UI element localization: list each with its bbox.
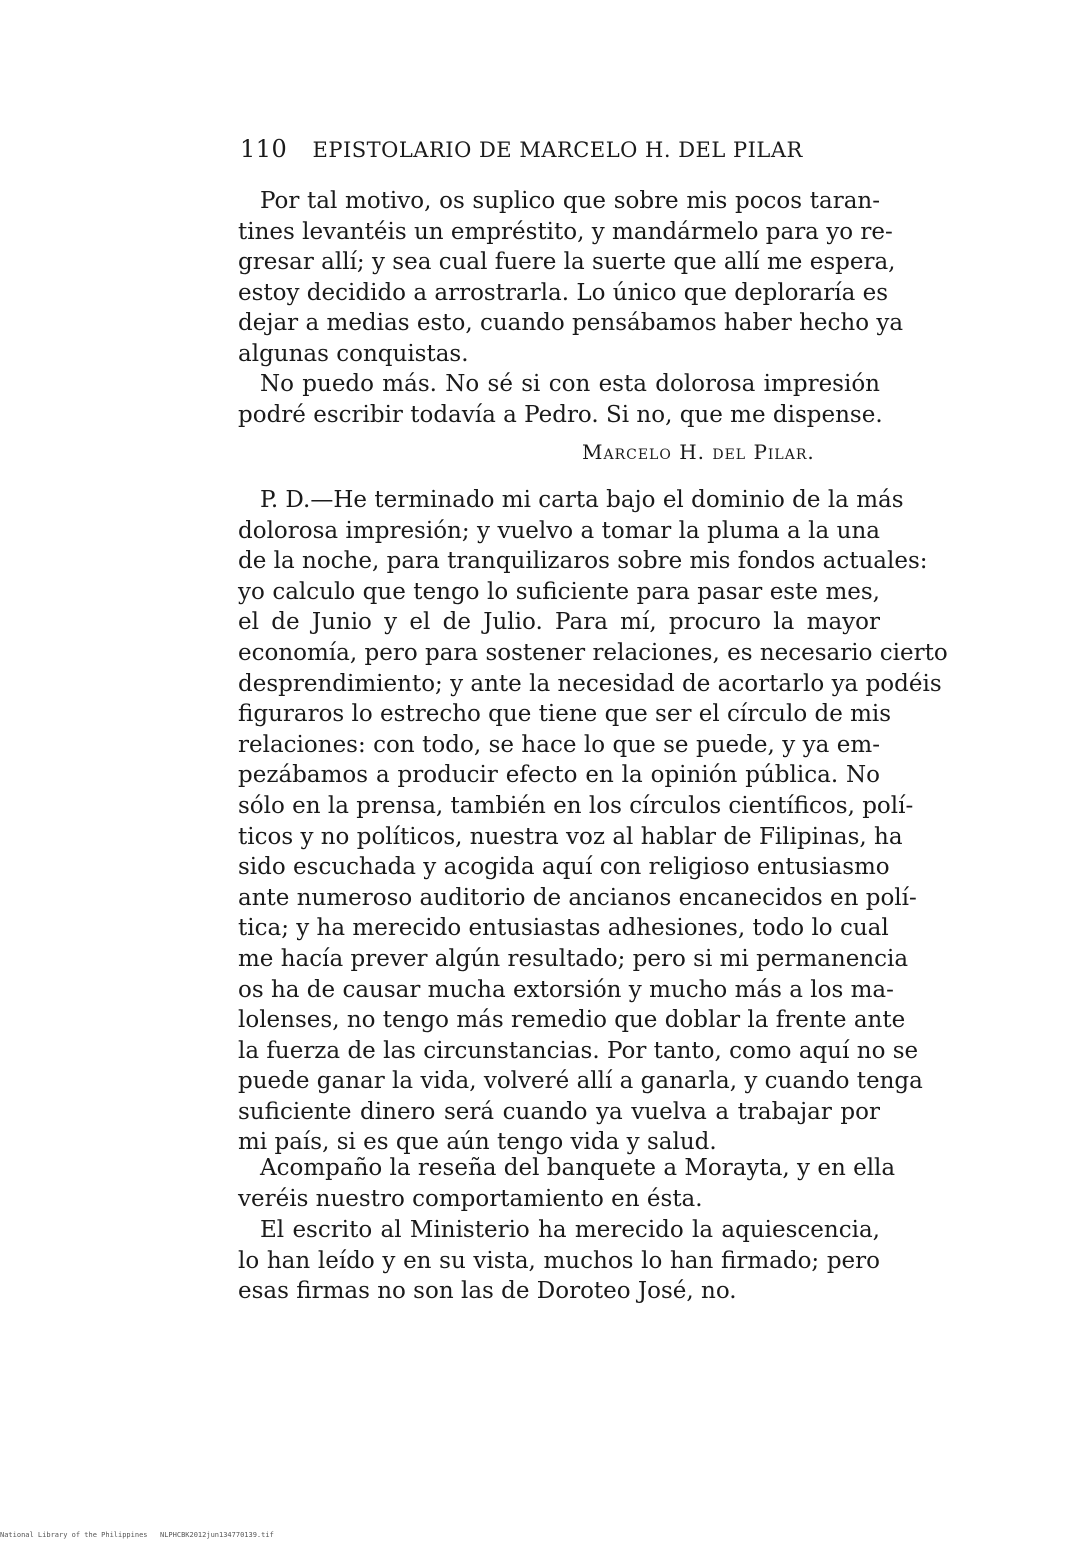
text-line: pezábamos a producir efecto en la opinión pública. No <box>238 762 880 789</box>
text-line: relaciones: con todo, se hace lo que se puede, y ya em- <box>238 731 880 758</box>
signature: Marcelo H. del Pilar. <box>582 440 815 464</box>
text-line: No puedo más. No sé si con esta dolorosa impresión <box>260 371 880 397</box>
text-line: yo calculo que tengo lo suficiente para pasar este mes, <box>238 578 880 605</box>
file-id: NLPHCBK2012jun134770139.tif <box>160 1531 274 1539</box>
text-line: estoy decidido a arrostrarla. Lo único que deploraría es <box>238 279 889 306</box>
text-line: sólo en la prensa, también en los círculos científicos, polí- <box>238 792 914 819</box>
text-line: algunas conquistas. <box>238 340 469 367</box>
text-line: economía, pero para sostener relaciones, es necesario cierto <box>238 639 948 666</box>
library-stamp: National Library of the Philippines <box>0 1531 148 1539</box>
text-line: figuraros lo estrecho que tiene que ser el círculo de mis <box>238 701 892 728</box>
paragraph-4 <box>238 1153 896 1214</box>
text-line: la fuerza de las circunstancias. Por tanto, como aquí no se <box>238 1037 919 1064</box>
text-line: sido escuchada y acogida aquí con religioso entusiasmo <box>238 854 890 881</box>
text-line: Acompaño la reseña del banquete a Morayta, y en ella <box>260 1155 896 1181</box>
text-line: lolenses, no tengo más remedio que doblar la frente ante <box>238 1007 906 1034</box>
paragraph-2 <box>238 369 883 430</box>
postscript <box>238 485 948 1158</box>
text-line: de la noche, para tranquilizaros sobre mis fondos actuales: <box>238 548 928 575</box>
running-header <box>240 135 880 163</box>
text-line: dolorosa impresión; y vuelvo a tomar la pluma a la una <box>238 517 880 544</box>
text-line: Por tal motivo, os suplico que sobre mis pocos taran- <box>260 188 880 214</box>
paragraph-5 <box>238 1215 880 1307</box>
text-line: desprendimiento; y ante la necesidad de acortarlo ya podéis <box>238 670 942 697</box>
text-line: ticos y no políticos, nuestra voz al hablar de Filipinas, ha <box>238 823 903 850</box>
paragraph-1 <box>238 186 904 370</box>
running-title: EPISTOLARIO DE MARCELO H. DEL PILAR <box>312 138 803 162</box>
text-line: esas firmas no son las de Doroteo José, no. <box>238 1278 737 1305</box>
text-line: puede ganar la vida, volveré allí a ganarla, y cuando tenga <box>238 1068 923 1095</box>
text-line: me hacía prever algún resultado; pero si mi permanencia <box>238 945 909 972</box>
text-line: lo han leído y en su vista, muchos lo han firmado; pero <box>238 1247 880 1274</box>
scan-footer <box>0 1531 274 1539</box>
text-line: el de Junio y el de Julio. Para mí, procuro la mayor <box>238 609 880 636</box>
page-number: 110 <box>240 135 288 163</box>
text-line: suficiente dinero será cuando ya vuelva a trabajar por <box>238 1098 880 1125</box>
text-line: gresar allí; y sea cual fuere la suerte que allí me espera, <box>238 249 896 276</box>
text-line: mi país, si es que aún tengo vida y salud. <box>238 1129 717 1156</box>
text-line: tica; y ha merecido entusiastas adhesiones, todo lo cual <box>238 915 889 942</box>
text-line: veréis nuestro comportamiento en ésta. <box>238 1185 703 1212</box>
text-line: P. D.—He terminado mi carta bajo el dominio de la más <box>260 487 904 513</box>
text-line: tines levantéis un empréstito, y mandármelo para yo re- <box>238 218 893 245</box>
text-line: dejar a medias esto, cuando pensábamos haber hecho ya <box>238 310 904 337</box>
text-line: ante numeroso auditorio de ancianos encanecidos en polí- <box>238 884 917 911</box>
text-line: El escrito al Ministerio ha merecido la aquiescencia, <box>260 1217 880 1243</box>
text-line: os ha de causar mucha extorsión y mucho más a los ma- <box>238 976 894 1003</box>
text-line: podré escribir todavía a Pedro. Si no, que me dispense. <box>238 401 883 428</box>
